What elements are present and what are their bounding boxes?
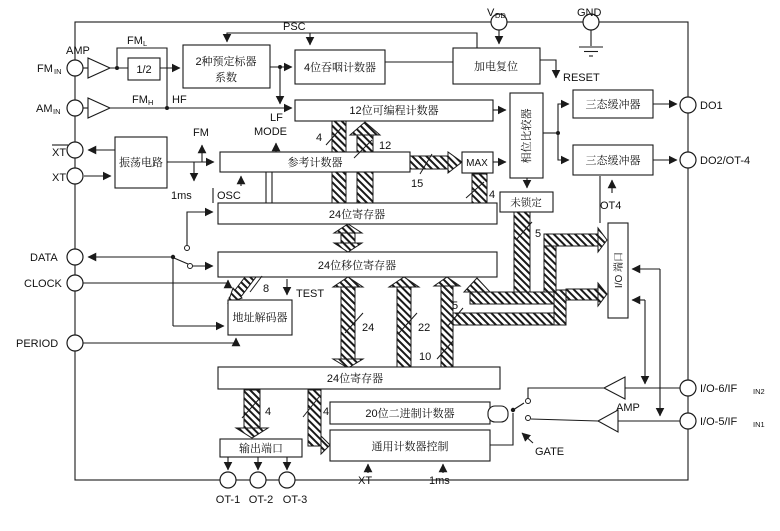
pin-label-amin-sub: IN [53,107,61,116]
pin-io5 [680,413,696,429]
pin-label-ot1: OT-1 [215,494,241,506]
data-switch-contact-high [185,246,190,251]
bus-width-prog12: 12 [379,140,392,152]
pin-label-ot2: OT-2 [248,494,274,506]
bus-width-unlock5: 5 [535,228,542,240]
pin-label-fmin-sub: IN [54,67,62,76]
gate-buffer-shape [488,406,508,422]
pin-xtbar [67,142,83,158]
label-fmh-sub: H [148,98,154,107]
label-oscillator: 振荡电路 [119,157,163,169]
label-prescaler-1: 2种预定标器 [195,56,257,68]
label-binary-counter-20: 20位二进制计数器 [365,408,455,420]
label-reference-counter: 参考计数器 [287,157,343,169]
am-amp-triangle [88,98,110,118]
pin-fmin [67,60,83,76]
label-tristate-buffer-1: 三态缓冲器 [585,99,641,111]
pin-ot3 [279,472,295,488]
bus-width-addr8: 8 [263,283,270,295]
label-divider-half: 1/2 [136,64,152,76]
pin-label-data: DATA [30,252,58,264]
label-programmable-counter: 12位可编程计数器 [349,105,439,117]
label-amp3: AMP [616,402,640,414]
label-fm: FM [193,127,209,139]
label-reset: RESET [563,72,600,84]
pin-label-vdd-sub: DD [495,11,506,20]
pin-data [67,249,83,265]
pin-label-io6-sub: IN2 [753,387,765,396]
pin-label-io6: I/O-6/IF [700,383,738,395]
label-hf: HF [172,94,187,106]
label-amp1: AMP [66,45,90,57]
label-address-decoder: 地址解码器 [232,312,288,324]
pin-do1 [680,97,696,113]
bus-width-ref15: 15 [411,178,424,190]
label-fmh: FM [132,94,148,106]
label-shift-register-24: 24位移位寄存器 [317,260,397,272]
label-psc: PSC [283,21,306,33]
bus-width-reg22: 22 [418,322,431,334]
pin-label-amin: AM [36,103,53,115]
label-general-counter-control: 通用计数器控制 [371,441,449,453]
pin-label-io5: I/O-5/IF [700,416,738,428]
pin-label-clock: CLOCK [24,278,62,290]
pin-xt [67,168,83,184]
pin-ot1 [220,472,236,488]
label-tristate-buffer-2: 三态缓冲器 [585,155,641,167]
fm-amp-triangle [88,58,110,78]
pin-label-fmin: FM [37,63,53,75]
label-xt-bottom: XT [358,475,373,487]
pin-io6 [680,380,696,396]
pin-label-ot3: OT-3 [282,494,308,506]
bus-width-out4: 4 [265,406,272,418]
label-output-port: 输出端口 [239,443,283,455]
label-io-port: I/O 端口 [614,251,625,289]
label-register-24-bottom: 24位寄存器 [326,373,384,385]
if2-amp-triangle [604,377,625,399]
bus-width-ctl4: 4 [323,406,330,418]
label-phase-comparator: 相位比较器 [521,108,533,164]
pin-label-xtbar: XT [52,147,67,159]
pin-do2 [680,152,696,168]
pin-amin [67,100,83,116]
bus-width-max4: 4 [489,189,496,201]
pin-label-xt: XT [52,172,67,184]
data-switch-contact-low [188,264,193,269]
pin-label-io5-sub: IN1 [753,420,765,429]
bus-width-prog4: 4 [316,132,323,144]
bus-width-reg24: 24 [362,322,375,334]
label-swallow-counter: 4位吞咽计数器 [303,62,377,74]
label-1ms-bottom: 1ms [429,475,450,487]
if1-amp-triangle [598,410,618,432]
label-1ms-left: 1ms [171,190,192,202]
pin-clock [67,275,83,291]
label-osc: OSC [217,190,241,202]
pin-label-do1: DO1 [700,100,723,112]
gate-switch-contact-high [526,399,531,404]
pin-label-period: PERIOD [16,338,59,350]
bus-width-io5: 5 [452,300,459,312]
label-unlocked: 未锁定 [510,197,542,209]
pin-ot2 [250,472,266,488]
label-gate: GATE [535,446,565,458]
bus-width-reg10: 10 [419,351,432,363]
label-fml-sub: L [143,39,148,48]
label-lf: LF [270,112,283,124]
label-prescaler-2: 系数 [215,72,237,84]
label-max: MAX [466,158,488,169]
label-register-24-top: 24位寄存器 [328,209,386,221]
pin-period [67,335,83,351]
label-ot4: OT4 [600,200,622,212]
label-fml: FM [127,35,143,47]
pin-label-vdd: V [487,7,495,19]
label-power-on-reset: 加电复位 [474,61,518,73]
label-mode: MODE [254,126,287,138]
label-test: TEST [296,288,325,300]
gate-switch-contact-low [526,416,531,421]
pin-label-do2: DO2/OT-4 [700,155,751,167]
pin-label-gnd: GND [577,7,602,19]
